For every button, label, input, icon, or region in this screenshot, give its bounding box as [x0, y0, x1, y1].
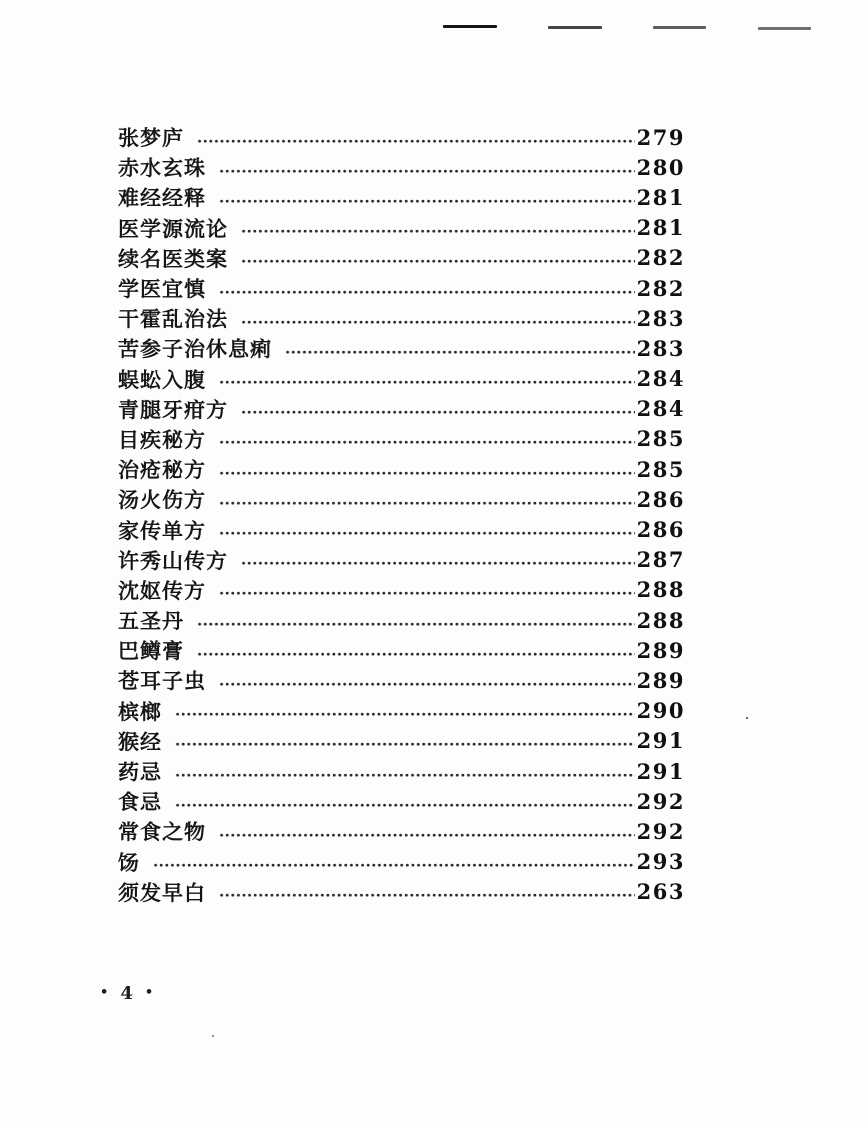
dot-leader	[175, 711, 635, 718]
toc-entry-page: 288	[636, 607, 685, 633]
toc-entry-title: 常食之物	[118, 819, 206, 845]
toc-entry	[118, 726, 685, 756]
toc-entry-title: 巴鳟膏	[118, 638, 184, 664]
toc-entry-title: 医学源流论	[118, 215, 228, 241]
toc-entry-page: 291	[636, 728, 685, 754]
toc-entry-page: 281	[636, 215, 685, 241]
toc-entry-title: 苍耳子虫	[118, 668, 206, 694]
toc-entry	[118, 424, 685, 454]
dot-leader	[241, 258, 635, 265]
dot-leader	[219, 681, 635, 688]
toc-entry-title: 目疾秘方	[118, 427, 206, 452]
toc-entry-title: 干霍乱治法	[118, 306, 228, 331]
dot-leader	[219, 289, 635, 296]
toc-entry-title: 蜈蚣入腹	[118, 366, 206, 392]
dot-leader	[175, 741, 635, 748]
footer-right-dot: •	[144, 985, 154, 1000]
toc-entry-page: 288	[636, 577, 685, 603]
toc-entry	[118, 152, 685, 182]
toc-entry	[118, 575, 685, 605]
scan-speck	[212, 1035, 214, 1037]
toc-entry	[118, 303, 685, 333]
toc-entry-page: 292	[636, 818, 685, 844]
toc-entry	[118, 333, 685, 363]
dot-leader	[219, 590, 635, 597]
scan-artifact-line	[758, 27, 811, 30]
dot-leader	[219, 168, 635, 175]
toc-entry-page: 287	[636, 547, 685, 573]
dot-leader	[241, 409, 635, 416]
toc-entry-page: 279	[636, 124, 685, 150]
scan-artifact-line	[443, 25, 497, 28]
toc-entry-title: 续名医类案	[118, 246, 228, 271]
toc-entry-title: 张梦庐	[118, 125, 184, 150]
toc-entry-page: 284	[636, 396, 685, 422]
table-of-contents	[118, 122, 685, 907]
dot-leader	[197, 138, 635, 145]
toc-entry-title: 学医宜慎	[118, 276, 206, 301]
toc-entry	[118, 182, 685, 212]
toc-entry-title: 须发早白	[118, 880, 206, 905]
toc-entry-page: 281	[636, 184, 685, 210]
toc-entry	[118, 545, 685, 575]
toc-entry	[118, 243, 685, 273]
toc-entry-page: 282	[636, 245, 685, 271]
toc-entry-page: 291	[636, 758, 685, 784]
toc-entry-title: 槟榔	[118, 698, 162, 724]
dot-leader	[241, 319, 635, 326]
toc-entry-page: 293	[636, 849, 685, 875]
dot-leader	[219, 832, 635, 839]
toc-entry	[118, 454, 685, 484]
dot-leader	[219, 198, 635, 205]
dot-leader	[219, 470, 635, 477]
toc-entry	[118, 665, 685, 695]
toc-entry-title: 药忌	[118, 759, 162, 784]
dot-leader	[219, 439, 635, 446]
dot-leader	[219, 379, 635, 386]
toc-entry-page: 285	[636, 426, 685, 452]
toc-entry-title: 汤火伤方	[118, 487, 206, 513]
dot-leader	[219, 530, 635, 537]
dot-leader	[241, 228, 635, 235]
toc-entry-title: 饧	[118, 849, 140, 875]
dot-leader	[241, 560, 635, 567]
toc-entry-page: 285	[636, 456, 685, 482]
scan-artifact-line	[548, 26, 602, 29]
toc-entry-page: 289	[636, 667, 685, 693]
toc-entry-page: 289	[636, 637, 685, 663]
toc-entry-page: 284	[636, 366, 685, 392]
toc-entry-title: 难经经释	[118, 185, 206, 211]
toc-entry-title: 沈妪传方	[118, 578, 206, 603]
toc-entry	[118, 605, 685, 635]
toc-entry	[118, 635, 685, 665]
toc-entry-page: 282	[636, 275, 685, 301]
toc-entry-page: 283	[636, 335, 685, 361]
dot-leader	[285, 349, 635, 356]
dot-leader	[197, 621, 635, 628]
toc-entry	[118, 847, 685, 877]
footer-page-number: 4	[120, 983, 133, 1004]
toc-entry-page: 286	[636, 517, 685, 543]
toc-entry	[118, 756, 685, 786]
toc-entry-page: 283	[636, 305, 685, 331]
toc-entry	[118, 514, 685, 544]
scan-speck	[746, 717, 748, 719]
toc-entry	[118, 696, 685, 726]
toc-entry-title: 赤水玄珠	[118, 155, 206, 181]
dot-leader	[175, 802, 635, 809]
page-footer	[100, 983, 153, 1004]
dot-leader	[153, 862, 635, 869]
toc-entry	[118, 364, 685, 394]
footer-left-dot: •	[100, 985, 109, 1000]
toc-entry	[118, 273, 685, 303]
toc-entry-title: 许秀山传方	[118, 547, 228, 573]
toc-entry-page: 263	[636, 879, 685, 905]
toc-entry-title: 治疮秘方	[118, 457, 206, 482]
toc-entry	[118, 816, 685, 846]
dot-leader	[175, 772, 635, 779]
toc-entry-title: 五圣丹	[118, 608, 184, 633]
toc-entry	[118, 122, 685, 152]
dot-leader	[219, 500, 635, 507]
scan-artifact-line	[653, 26, 706, 29]
toc-entry-title: 猴经	[118, 729, 162, 754]
toc-entry	[118, 394, 685, 424]
toc-entry	[118, 213, 685, 243]
toc-entry-page: 292	[636, 788, 685, 814]
toc-entry-title: 青腿牙疳方	[118, 397, 228, 422]
toc-entry	[118, 877, 685, 907]
dot-leader	[219, 892, 635, 899]
dot-leader	[197, 651, 635, 658]
toc-entry-title: 苦参子治休息痢	[118, 336, 272, 362]
toc-entry-page: 286	[636, 486, 685, 512]
toc-entry	[118, 484, 685, 514]
toc-entry-page: 280	[636, 154, 685, 180]
toc-entry-page: 290	[636, 698, 685, 724]
toc-entry-title: 家传单方	[118, 517, 206, 543]
toc-entry	[118, 786, 685, 816]
toc-entry-title: 食忌	[118, 789, 162, 814]
